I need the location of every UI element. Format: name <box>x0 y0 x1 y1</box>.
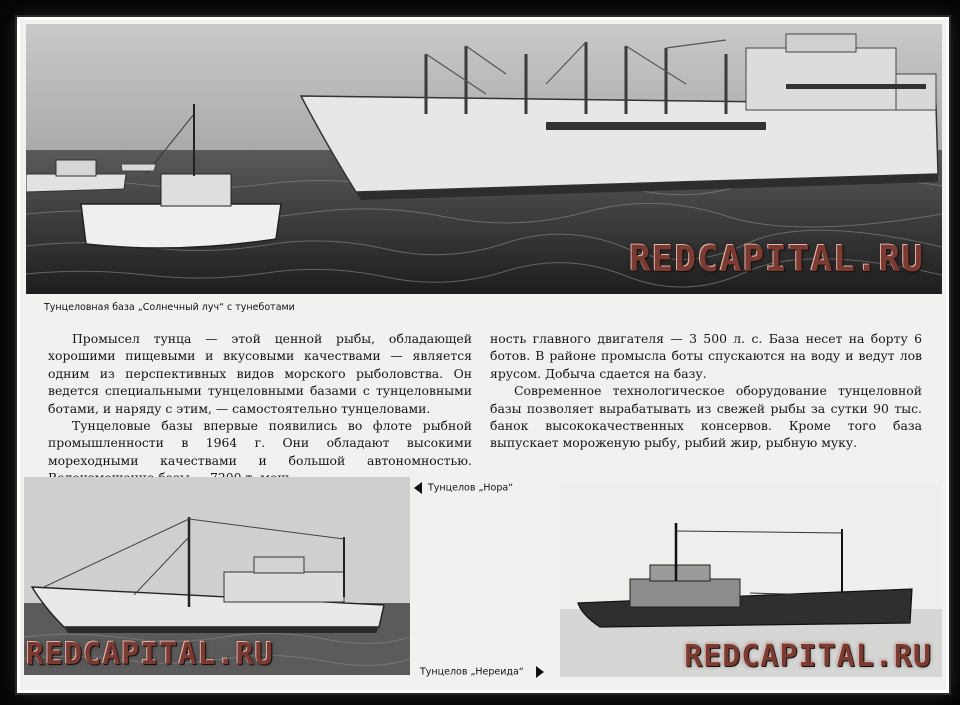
magazine-page <box>17 17 949 693</box>
nereida-caption-text: Тунцелов „Нереида“ <box>420 666 524 678</box>
main-photo-caption: Тунцеловная база „Солнечный луч“ с тунеботами <box>44 302 295 313</box>
article-left-column <box>48 330 472 487</box>
article-right-column <box>490 330 922 452</box>
main-ship-photo <box>26 24 942 294</box>
arrow-left-icon <box>414 482 422 494</box>
watermark-bottom-right: REDCAPITAL.RU <box>684 639 932 674</box>
nora-caption-text: Тунцелов „Нора“ <box>428 482 514 494</box>
nereida-photo <box>560 483 942 677</box>
watermark-bottom-left: REDCAPITAL.RU <box>26 637 274 672</box>
article-paragraph: Современное технологическое оборудование тунцеловной базы позволяет вырабатывать из свежей рыбы за сутки 90 тыс. банок высококачественных консервов. Кроме того база выпускает мороженую рыбу, рыбий жир, рыбную муку. <box>490 383 922 451</box>
nora-caption <box>414 482 513 494</box>
arrow-right-icon <box>536 666 544 678</box>
article-paragraph: ность главного двигателя — 3 500 л. с. База несет на борту 6 ботов. В районе промысла боты спускаются на воду и ведут лов ярусом. Добыча сдается на базу. <box>490 331 922 381</box>
article-paragraph: Промысел тунца — этой ценной рыбы, обладающей хорошими пищевыми и вкусовыми качествами — является одним из перспективных видов морского рыболовства. Он ведется специальными тунцеловными базами с тунцеловными ботами, и наряду с этим, — самостоятельно тунцеловами. <box>48 331 472 416</box>
nereida-caption <box>420 666 544 678</box>
nora-photo <box>24 477 410 675</box>
watermark-top: REDCAPITAL.RU <box>629 239 924 280</box>
article-paragraph: Тунцеловые базы впервые появились во флоте рыбной промышленности в 1964 г. Они обладают высокими мореходными качествами и большой автономностью. <box>48 418 472 468</box>
